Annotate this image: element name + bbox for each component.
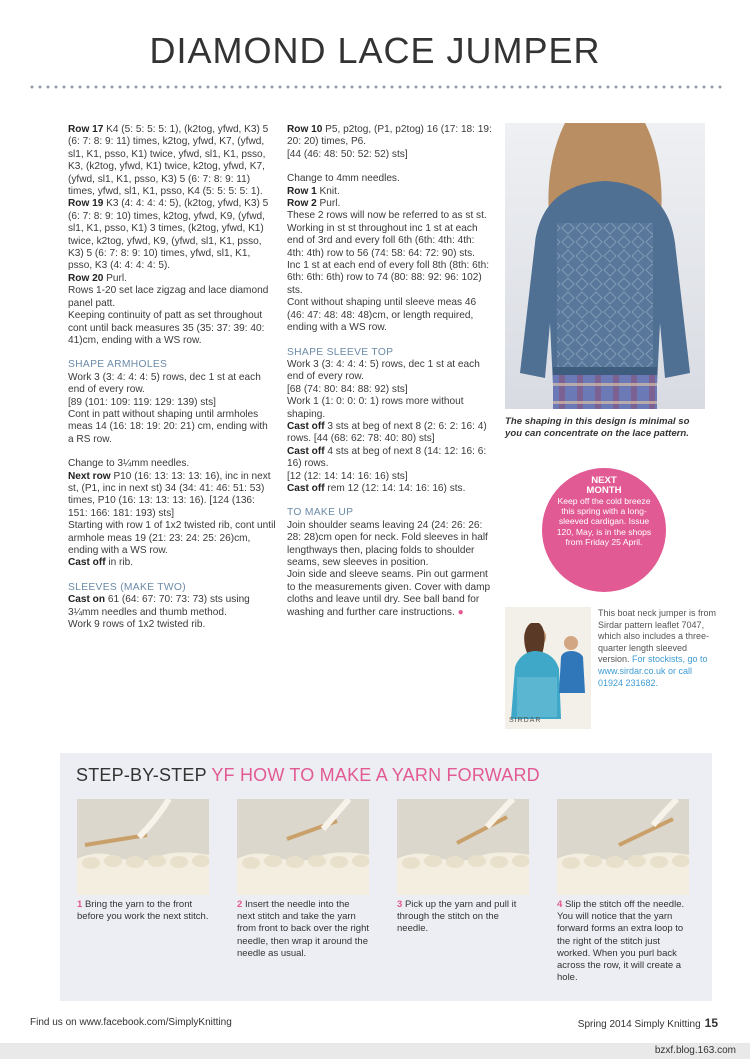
pattern-paragraph: Working in st st throughout inc 1 st at each end of 3rd and every foll 6th (6th: 4th: 4th: 4th: 4th) row to 56 (74: 58: 64: 72: 90) sts. (287, 222, 478, 259)
step-text: 3 Pick up the yarn and pull it through the stitch on the needle. (397, 899, 517, 935)
sirdar-leaflet-image (505, 607, 591, 729)
pattern-paragraph (287, 124, 493, 149)
credit-text: bzxf.blog.163.com (654, 1045, 736, 1056)
credit-bar (0, 1043, 750, 1059)
pattern-paragraph: Inc 1 st at each end of every foll 8th (8th: 6th: 6th: 6th: 6th) row to 74 (80: 88: 92: 96: 102) sts. (287, 260, 489, 296)
row-label: Row 2 (287, 198, 317, 210)
next-month-title: NEXT MONTH (586, 475, 622, 496)
stockists-link[interactable]: For stockists, go to www.sirdar.co.uk or call 01924 231682. (598, 654, 708, 688)
leaflet-brand: SIRDAR (509, 717, 542, 724)
row-instructions: in rib. (108, 557, 134, 569)
pattern-paragraph: Cont in patt without shaping until armholes meas 14 (16: 18: 19: 20: 21) cm, ending with a RS row. (68, 408, 268, 445)
pattern-column-1 (68, 124, 276, 631)
pattern-paragraph (287, 446, 493, 471)
step-text: 4 Slip the stitch off the needle. You will notice that the yarn forward forms an extra loop to the right of the stitch just worked. When you purl back across the row, it will create a hole. (557, 899, 685, 984)
pattern-paragraph: Starting with row 1 of 1x2 twisted rib, cont until armhole meas 19 (21: 23: 24: 25: 26)cm, ending with a WS row. (68, 520, 276, 556)
row-instructions: K4 (5: 5: 5: 5: 1), (k2tog, yfwd, K3) 5 (6: 7: 8: 9: 11) times, k2tog, yfwd, K7, (yfwd, sl1, K1, psso, K1) twice, yfwd, sl1, K1, psso, K3, (k2tog, yfwd, K1) twice, k2tog, yfwd, K7, (yfwd, sl1, K1, psso, K3) 5 (6: 7: 8: 9: 11) times, yfwd, sl1, K1, psso, K4 (5: 5: 5: 5: 1). (68, 124, 269, 198)
pattern-paragraph (68, 198, 276, 272)
row-instructions: Purl. (106, 272, 127, 284)
stitch-count: [44 (46: 48: 50: 52: 52) sts] (287, 148, 408, 160)
facebook-link[interactable]: Find us on www.facebook.com/SimplyKnitting (30, 1017, 232, 1028)
pattern-paragraph (68, 471, 276, 521)
row-label: Cast off (287, 445, 325, 457)
step-3 (397, 799, 529, 936)
row-instructions: K3 (4: 4: 4: 4: 5), (k2tog, yfwd, K3) 5 (6: 7: 8: 9: 10) times, k2tog, yfwd, K9, (yfwd, sl1, K1, psso, K1) 3 times, (k2tog, yfwd, K1) twice, k2tog, yfwd, K9, (yfwd, sl1, K1, psso, K3) 5 (6: 7: 8: 9: 10) times, yfwd, sl1, K1, psso, K3 (4: 4: 4: 4: 5). (68, 198, 269, 272)
end-marker-icon: ● (457, 606, 464, 618)
pattern-paragraph (68, 557, 276, 569)
pattern-note: Keeping continuity of patt as set throughout cont until back measures 35 (35: 37: 39: 40: 41)cm, ending with a WS row. (68, 310, 265, 346)
dotted-divider (28, 84, 722, 90)
pattern-paragraph (287, 483, 493, 495)
pattern-note: These 2 rows will now be referred to as st st. (287, 210, 487, 222)
row-label: Cast off (68, 557, 106, 569)
step-photo (77, 799, 209, 895)
step-by-step-heading: STEP-BY-STEP YF HOW TO MAKE A YARN FORWARD (76, 765, 540, 785)
step-photo (237, 799, 369, 895)
pattern-paragraph: Work 3 (3: 4: 4: 4: 5) rows, dec 1 st at each end of every row. (287, 358, 480, 383)
page-title: DIAMOND LACE JUMPER (149, 30, 601, 71)
pattern-paragraph (68, 273, 276, 285)
pattern-paragraph (68, 594, 276, 619)
row-label: Row 19 (68, 198, 104, 210)
step-4 (557, 799, 689, 984)
pattern-paragraph (287, 198, 493, 210)
step-by-step-panel (60, 753, 712, 1001)
row-instructions: rem 12 (12: 14: 14: 16: 16) sts. (327, 482, 466, 494)
pattern-paragraph: Work 1 (1: 0: 0: 0: 1) rows more without shaping. (287, 396, 464, 420)
pattern-paragraph: Work 3 (3: 4: 4: 4: 5) rows, dec 1 st at each end of every row. (68, 371, 261, 396)
step-photo (557, 799, 689, 895)
makeup-text: Join side and sleeve seams. Pin out garment to the measurements given. Cover with damp cloths and leave until dry. See ball band for washing and further care instructions. (287, 569, 491, 618)
section-heading: SHAPE ARMHOLES (68, 359, 168, 371)
step-text: 1 Bring the yarn to the front before you work the next stitch. (77, 899, 209, 923)
pattern-paragraph: Join shoulder seams leaving 24 (24: 26: 26: 28: 28)cm open for neck. Fold sleeves in half lengthways then, placing folds to shoulder seams, sew sleeves in position. (287, 519, 488, 568)
pattern-paragraph: Change to 3¼mm needles. (68, 458, 190, 470)
pattern-paragraph: Work 9 rows of 1x2 twisted rib. (68, 619, 206, 631)
row-label: Cast off (287, 420, 325, 432)
row-instructions: 61 (64: 67: 70: 73: 73) sts using 3¼mm needles and thumb method. (68, 594, 250, 618)
jumper-photo (505, 123, 705, 409)
section-heading: TO MAKE UP (287, 507, 354, 519)
page-number: 15 (704, 1016, 718, 1030)
pattern-paragraph (287, 569, 493, 619)
row-instructions: 3 sts at beg of next 8 (2: 6: 2: 16: 4) rows. [44 (68: 62: 78: 40: 80) sts] (287, 420, 487, 445)
leaflet-description: This boat neck jumper is from Sirdar pattern leaflet 7047, which also includes a three-quarter length sleeved version. (598, 608, 717, 665)
pattern-paragraph: Change to 4mm needles. (287, 173, 400, 185)
stitch-count: [89 (101: 109: 119: 129: 139) sts] (68, 396, 216, 408)
issue-info: Spring 2014 Simply Knitting 15 (577, 1016, 718, 1030)
pattern-paragraph (287, 186, 493, 198)
knitting-illustration (557, 799, 689, 895)
step-2 (237, 799, 369, 960)
step-1 (77, 799, 209, 923)
row-label: Row 10 (287, 124, 323, 135)
next-month-text: Keep off the cold breeze this spring with a long-sleeved cardigan. Issue 120, May, is in the shops from Friday 25 April. (556, 496, 652, 547)
row-instructions: 4 sts at beg of next 8 (14: 12: 16: 6: 16) rows. (287, 445, 487, 470)
pattern-note: Rows 1-20 set lace zigzag and lace diamond panel patt. (68, 285, 269, 309)
leaflet-illustration (505, 607, 591, 729)
pattern-paragraph (68, 124, 276, 198)
stitch-count: [68 (74: 80: 84: 88: 92) sts] (287, 383, 408, 395)
row-instructions: P10 (16: 13: 13: 13: 16), inc in next st, (P1, inc in next st) 34 (34: 41: 46: 51: 53) times, P10 (16: 13: 13: 13: 16). [124 (136: 151: 166: 181: 193) sts] (68, 470, 271, 519)
row-label: Row 17 (68, 124, 104, 135)
row-instructions: Knit. (319, 185, 340, 197)
leaflet-info (598, 608, 718, 689)
row-label: Row 1 (287, 185, 317, 197)
section-heading: SLEEVES (MAKE TWO) (68, 581, 186, 593)
step-text: 2 Insert the needle into the next stitch and take the yarn from front to back over the right needle, then wrap it around the needle as usual. (237, 899, 370, 959)
row-label: Cast on (68, 594, 106, 606)
row-instructions: P5, p2tog, (P1, p2tog) 16 (17: 18: 19: 20: 20) times, P6. (287, 124, 492, 148)
knitting-illustration (237, 799, 369, 895)
row-label: Row 20 (68, 272, 104, 284)
photo-caption: The shaping in this design is minimal so you can concentrate on the lace pattern. (505, 416, 690, 439)
pattern-column-2 (287, 124, 493, 619)
knitting-illustration (77, 799, 209, 895)
knitting-illustration (397, 799, 529, 895)
row-instructions: Purl. (319, 198, 341, 210)
section-heading: SHAPE SLEEVE TOP (287, 346, 394, 358)
stitch-count: [12 (12: 14: 14: 16: 16) sts] (287, 470, 408, 482)
row-label: Cast off (287, 482, 325, 494)
jumper-illustration (505, 123, 705, 409)
step-photo (397, 799, 529, 895)
row-label: Next row (68, 470, 111, 482)
pattern-paragraph (287, 421, 493, 446)
next-month-badge (542, 468, 666, 592)
pattern-paragraph: Cont without shaping until sleeve meas 46 (46: 47: 48: 48: 48)cm, or length required, ending with a WS row. (287, 297, 477, 334)
